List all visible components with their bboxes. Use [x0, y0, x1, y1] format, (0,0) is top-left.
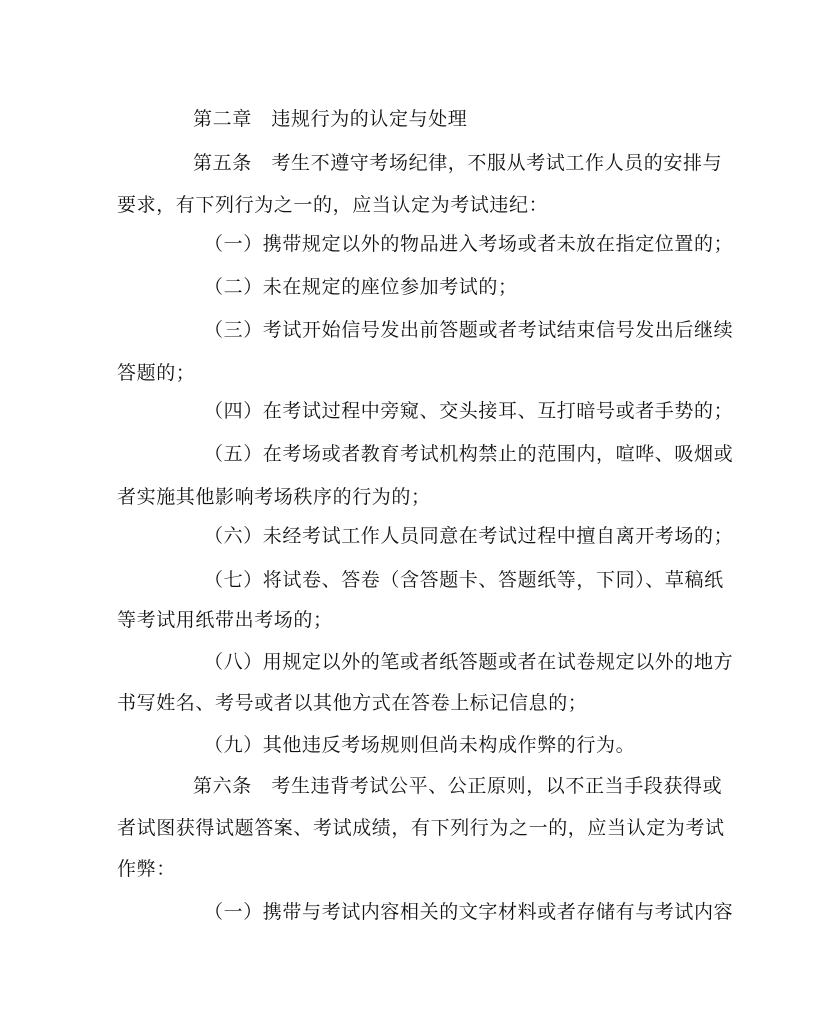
- article-5-item-9: （九）其他违反考场规则但尚未构成作弊的行为。: [204, 734, 636, 756]
- article-5-item-7-cont: 等考试用纸带出考场的；: [117, 609, 333, 631]
- article-5-line-1: 第五条 考生不遵守考场纪律，不服从考试工作人员的安排与: [193, 152, 723, 174]
- chapter-heading: 第二章 违规行为的认定与处理: [193, 108, 468, 130]
- article-5-item-1: （一）携带规定以外的物品进入考场或者未放在指定位置的；: [204, 233, 734, 255]
- article-6-item-1: （一）携带与考试内容相关的文字材料或者存储有与考试内容: [204, 901, 734, 923]
- article-6-line-2: 者试图获得试题答案、考试成绩，有下列行为之一的，应当认定为考试: [117, 817, 725, 839]
- article-5-line-2: 要求，有下列行为之一的，应当认定为考试违纪：: [117, 194, 549, 216]
- article-5-item-7: （七）将试卷、答卷（含答题卡、答题纸等，下同）、草稿纸: [204, 569, 724, 591]
- article-5-item-3: （三）考试开始信号发出前答题或者考试结束信号发出后继续: [204, 319, 734, 341]
- article-5-item-3-cont: 答题的；: [117, 362, 196, 384]
- article-5-item-5: （五）在考场或者教育考试机构禁止的范围内，喧哗、吸烟或: [204, 443, 734, 465]
- article-5-item-6: （六）未经考试工作人员同意在考试过程中擅自离开考场的；: [204, 525, 734, 547]
- article-5-item-8-cont: 书写姓名、考号或者以其他方式在答卷上标记信息的；: [117, 692, 588, 714]
- article-6-line-1: 第六条 考生违背考试公平、公正原则，以不正当手段获得或: [193, 775, 723, 797]
- article-5-item-4: （四）在考试过程中旁窥、交头接耳、互打暗号或者手势的；: [204, 400, 734, 422]
- article-5-item-2: （二）未在规定的座位参加考试的；: [204, 276, 518, 298]
- article-5-item-5-cont: 者实施其他影响考场秩序的行为的；: [117, 486, 431, 508]
- article-5-item-8: （八）用规定以外的笔或者纸答题或者在试卷规定以外的地方: [204, 651, 734, 673]
- article-6-line-3: 作弊：: [117, 858, 176, 880]
